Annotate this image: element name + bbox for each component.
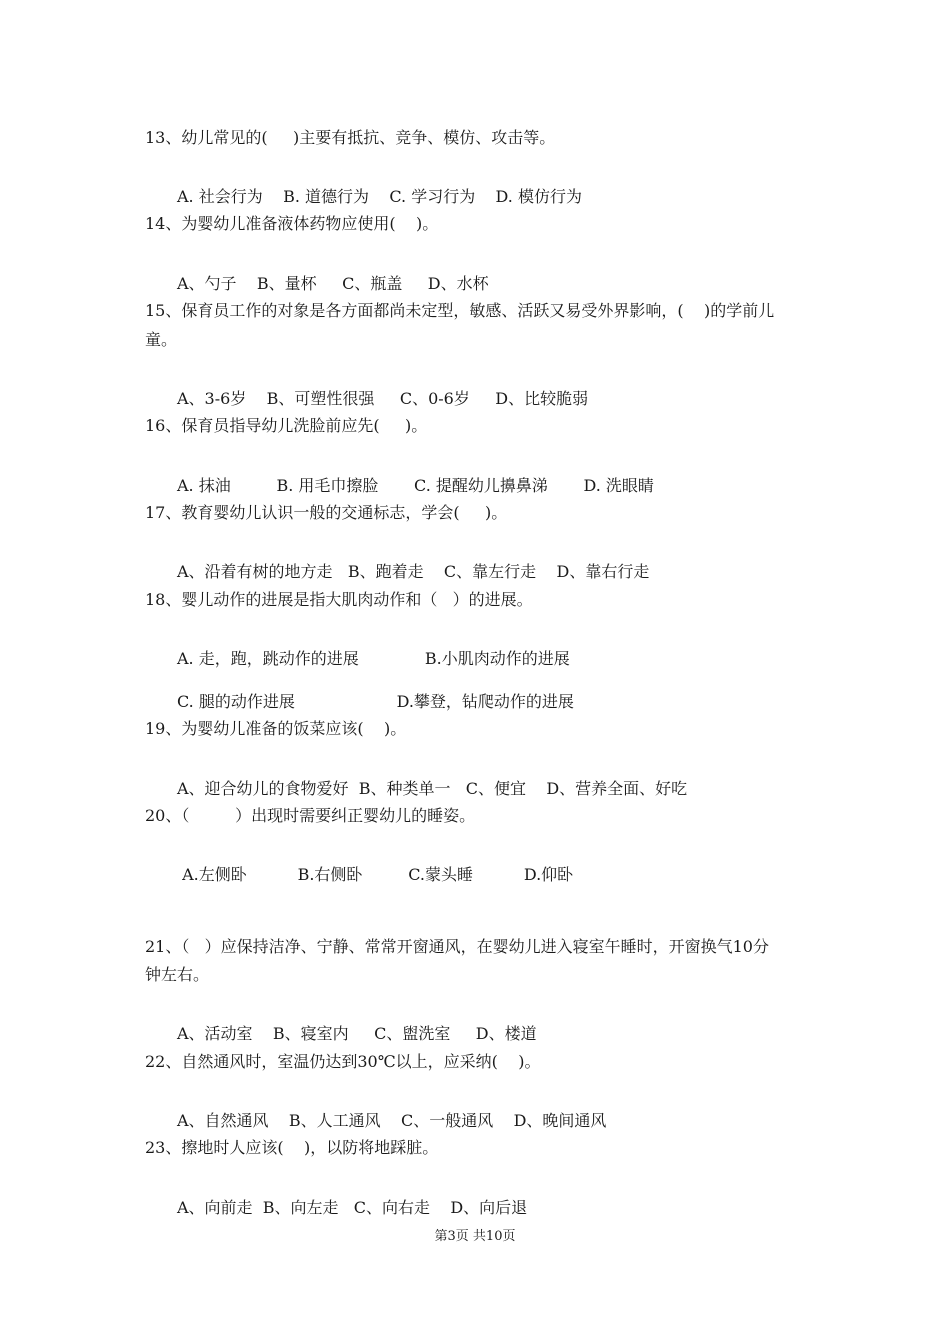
question-20-stem: 20、（ ）出现时需要纠正婴幼儿的睡姿。 — [145, 806, 476, 825]
question-16-stem: 16、保育员指导幼儿洗脸前应先( )。 — [145, 416, 428, 435]
question-21-options: A、活动室 B、寝室内 C、盥洗室 D、楼道 — [177, 1024, 537, 1043]
question-15-stem-line1: 15、保育员工作的对象是各方面都尚未定型，敏感、活跃又易受外界影响，( )的学前儿 — [145, 301, 775, 320]
question-20-options: A.左侧卧 B.右侧卧 C.蒙头睡 D.仰卧 — [177, 865, 574, 884]
question-18-options-line1: A. 走，跑，跳动作的进展 B.小肌肉动作的进展 — [177, 649, 570, 668]
question-15-options: A、3-6岁 B、可塑性很强 C、0-6岁 D、比较脆弱 — [177, 389, 589, 408]
question-18-stem: 18、婴儿动作的进展是指大肌肉动作和（ ）的进展。 — [145, 590, 533, 609]
question-17-stem: 17、教育婴幼儿认识一般的交通标志，学会( )。 — [145, 503, 508, 522]
question-15-stem-line2: 童。 — [145, 330, 178, 349]
question-13-options: A. 社会行为 B. 道德行为 C. 学习行为 D. 模仿行为 — [177, 187, 582, 206]
question-14-stem: 14、为婴幼儿准备液体药物应使用( )。 — [145, 214, 439, 233]
question-21-stem-line2: 钟左右。 — [145, 965, 210, 984]
question-23-options: A、向前走 B、向左走 C、向右走 D、向后退 — [177, 1198, 528, 1217]
question-17-options: A、沿着有树的地方走 B、跑着走 C、靠左行走 D、靠右行走 — [177, 562, 650, 581]
question-22-stem: 22、自然通风时，室温仍达到30℃以上，应采纳( )。 — [145, 1052, 541, 1071]
question-23-stem: 23、擦地时人应该( )，以防将地踩脏。 — [145, 1138, 439, 1157]
page-number-footer: 第3页 共10页 — [434, 1229, 516, 1244]
question-21-stem-line1: 21、（ ）应保持洁净、宁静、常常开窗通风，在婴幼儿进入寝室午睡时，开窗换气10分 — [145, 937, 769, 956]
question-16-options: A. 抹油 B. 用毛巾擦脸 C. 提醒幼儿擤鼻涕 D. 洗眼睛 — [177, 476, 654, 495]
question-22-options: A、自然通风 B、人工通风 C、一般通风 D、晚间通风 — [177, 1111, 607, 1130]
question-18-options-line2: C. 腿的动作进展 D.攀登，钻爬动作的进展 — [177, 692, 574, 711]
question-13-stem: 13、幼儿常见的( )主要有抵抗、竞争、模仿、攻击等。 — [145, 128, 556, 147]
question-14-options: A、勺子 B、量杯 C、瓶盖 D、水杯 — [177, 274, 489, 293]
question-19-stem: 19、为婴幼儿准备的饭菜应该( )。 — [145, 719, 407, 738]
question-19-options: A、迎合幼儿的食物爱好 B、种类单一 C、便宜 D、营养全面、好吃 — [177, 779, 688, 798]
